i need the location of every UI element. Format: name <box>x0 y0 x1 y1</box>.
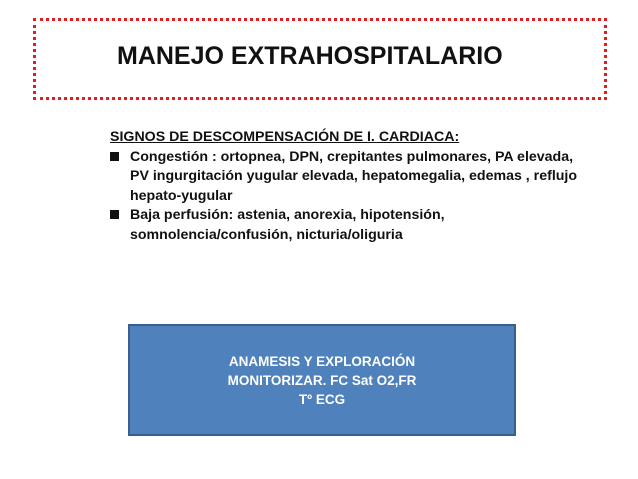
action-box <box>128 324 516 436</box>
square-bullet-icon <box>110 210 119 219</box>
slide-body <box>110 128 580 245</box>
bullet-text: Congestión : ortopnea, DPN, crepitantes pulmonares, PA elevada, PV ingurgitación yugular elevada, hepatomegalia, edemas , reflujo hepato-yugular <box>130 148 578 204</box>
list-item <box>110 148 580 207</box>
action-line: MONITORIZAR. FC Sat O2,FR <box>227 372 417 388</box>
square-bullet-icon <box>110 152 119 161</box>
action-line: ANAMESIS Y EXPLORACIÓN <box>228 353 416 369</box>
list-item <box>110 206 580 245</box>
action-line: Tº ECG <box>298 391 346 407</box>
bullet-text: Baja perfusión: astenia, anorexia, hipotensión, somnolencia/confusión, nicturia/oliguria <box>130 207 445 243</box>
slide-title: MANEJO EXTRAHOSPITALARIO <box>117 42 503 70</box>
section-heading: SIGNOS DE DESCOMPENSACIÓN DE I. CARDIACA: <box>110 129 460 145</box>
